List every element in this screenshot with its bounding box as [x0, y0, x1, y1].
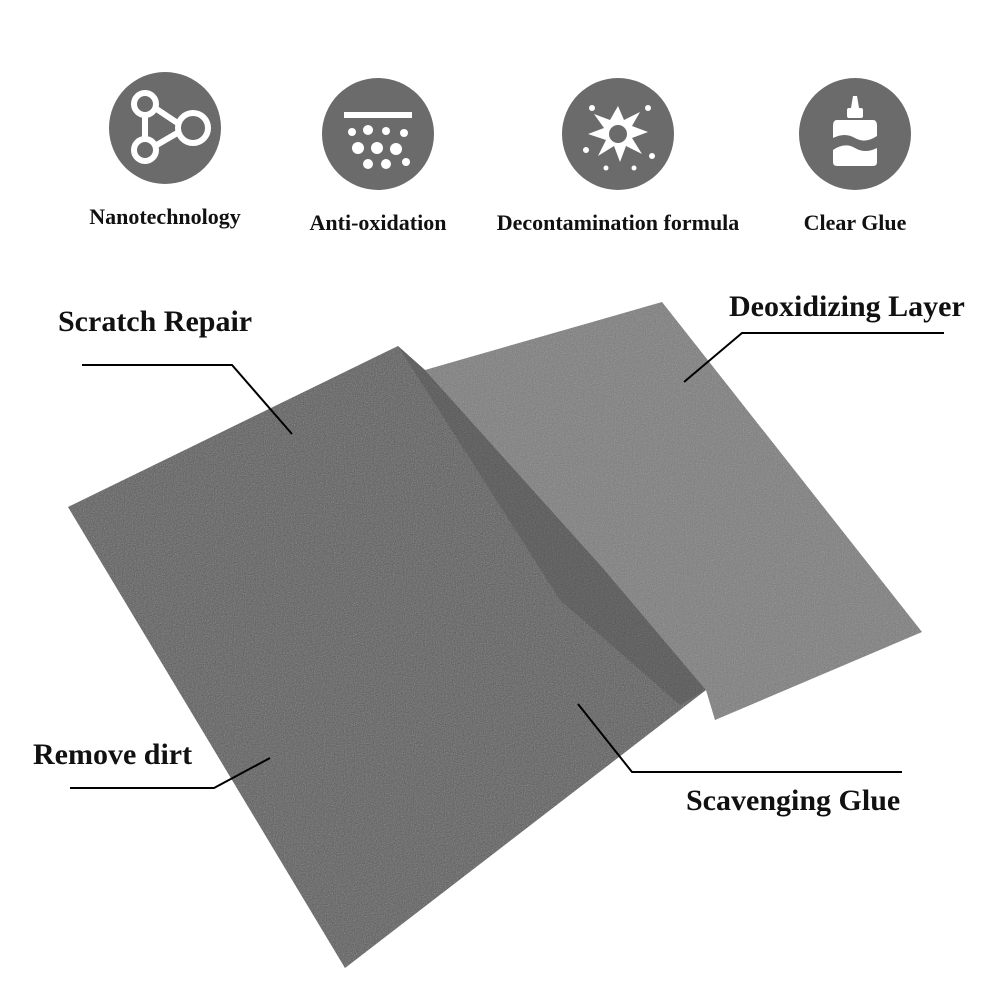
- feature-label: Anti-oxidation: [309, 210, 447, 235]
- callout-scavenging-glue: Scavenging Glue: [686, 784, 901, 817]
- feature-label: Clear Glue: [803, 210, 907, 235]
- callout-remove-dirt: Remove dirt: [33, 738, 193, 771]
- callout-scratch-repair: Scratch Repair: [58, 305, 253, 338]
- callout-deoxidizing-layer: Deoxidizing Layer: [729, 290, 965, 323]
- feature-label: Decontamination formula: [496, 210, 740, 235]
- feature-label: Nanotechnology: [89, 204, 241, 229]
